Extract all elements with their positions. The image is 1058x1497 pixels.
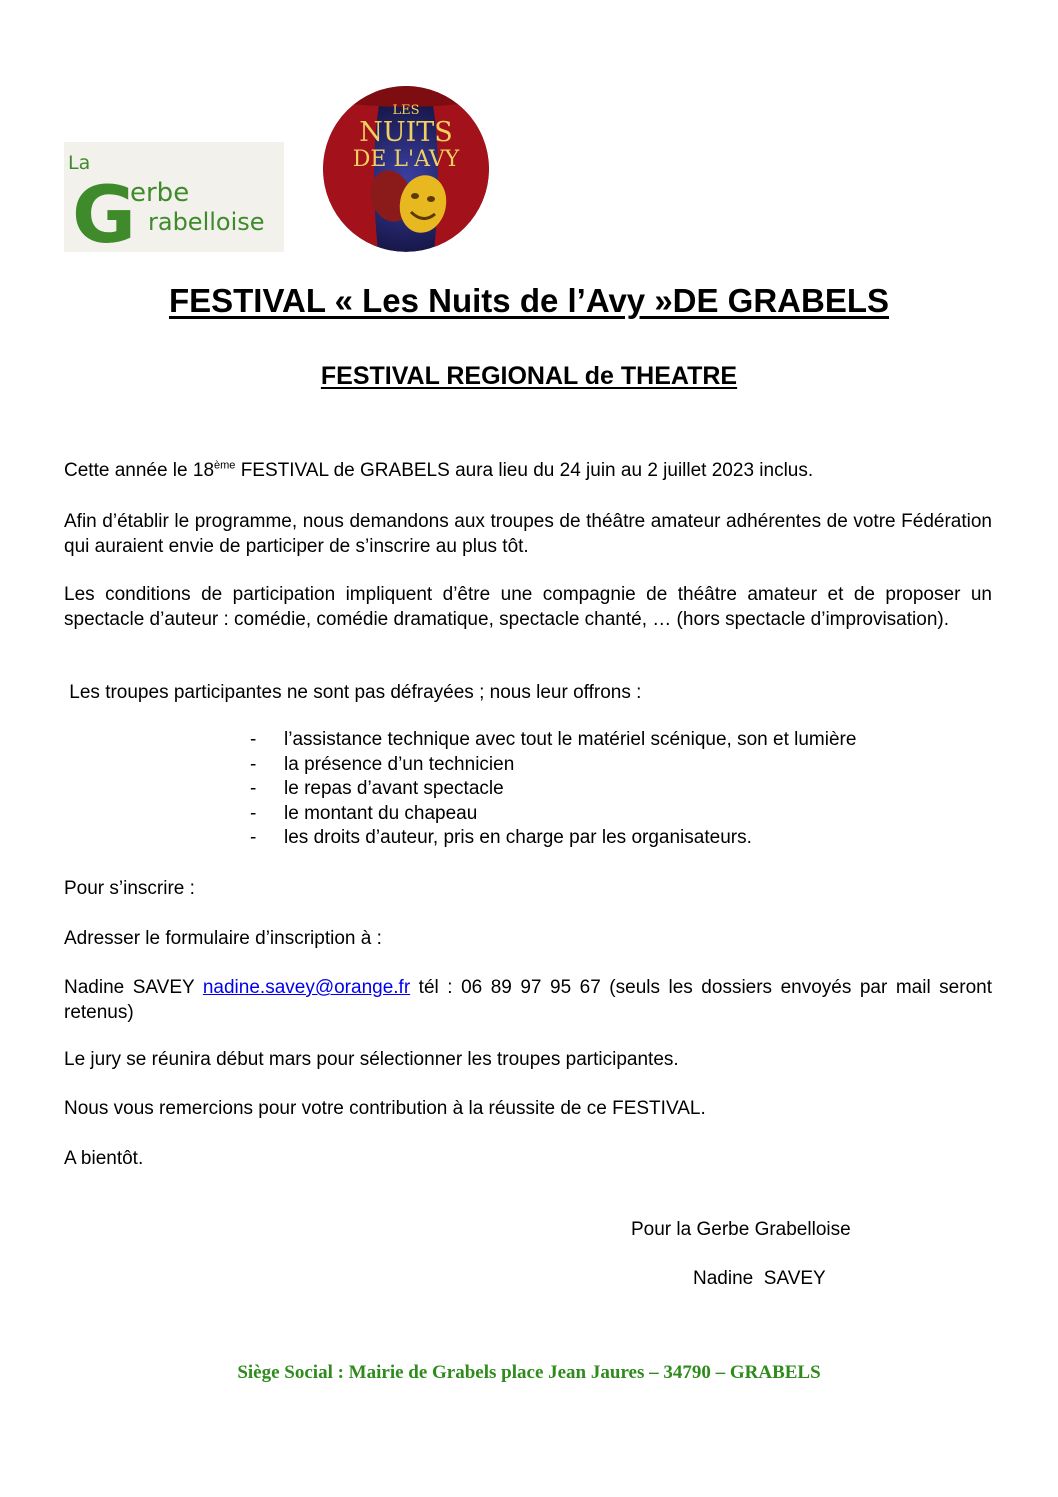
contact-paragraph (64, 975, 992, 1025)
email-link[interactable]: nadine.savey@orange.fr (202, 977, 411, 998)
logo-la-text: La (68, 152, 91, 174)
list-bullet: - (250, 802, 257, 824)
list-bullet: - (250, 778, 257, 799)
logo-erbe-text: erbe (130, 178, 190, 208)
list-item (250, 753, 856, 778)
logo-les-text: LES (392, 103, 420, 118)
intro-after: FESTIVAL de GRABELS aura lieu du 24 juin au 2 juillet 2023 inclus. (235, 460, 814, 481)
offer-text: le repas d’avant spectacle (284, 778, 504, 799)
merci-paragraph: Nous vous remercions pour votre contribution à la réussite de ce FESTIVAL. (64, 1098, 706, 1119)
contact-name: Nadine SAVEY (64, 977, 203, 998)
list-bullet: - (250, 729, 257, 750)
troupes-paragraph: Les troupes participantes ne sont pas défrayées ; nous leur offrons : (64, 682, 642, 703)
intro-before: Cette année le 18 (64, 460, 215, 481)
offer-text: le montant du chapeau (284, 802, 478, 824)
list-bullet: - (250, 753, 257, 775)
mask-eye-right (427, 196, 435, 202)
bientot-paragraph: A bientôt. (64, 1148, 144, 1169)
logo-g-initial: G (72, 171, 137, 252)
page-subtitle: FESTIVAL REGIONAL de THEATRE (320, 362, 738, 390)
afin-paragraph: Afin d’établir le programme, nous demandons aux troupes de théâtre amateur adhérentes de votre Fédération qui auraient envie de participer de s’inscrire au plus tôt. (64, 511, 992, 557)
list-item (250, 728, 856, 753)
intro-paragraph (64, 458, 992, 483)
signature-name: Nadine SAVEY (693, 1268, 826, 1289)
signature-organization: Pour la Gerbe Grabelloise (631, 1219, 851, 1240)
gerbe-logo-graphic (64, 142, 284, 252)
gerbe-grabelloise-logo (64, 142, 284, 252)
offer-text: l’assistance technique avec tout le matériel scénique, son et lumière (284, 729, 857, 750)
inscrire-paragraph: Pour s’inscrire : (64, 878, 195, 899)
intro-superscript: ème (214, 459, 236, 472)
list-bullet: - (250, 827, 257, 848)
list-item (250, 802, 856, 827)
list-item (250, 826, 856, 851)
footer-address: Siège Social : Mairie de Grabels place Jean Jaures – 34790 – GRABELS (237, 1362, 821, 1383)
nuits-logo-graphic (323, 86, 489, 252)
offers-list (250, 728, 856, 851)
page-title: FESTIVAL « Les Nuits de l’Avy »DE GRABELS (168, 282, 890, 319)
conditions-paragraph: Les conditions de participation impliquent d’être une compagnie de théâtre amateur et de proposer un spectacle d’auteur : comédie, comédie dramatique, spectacle chanté, … (hors spectacle d’improvisation). (64, 584, 992, 630)
offer-text: la présence d’un technicien (284, 753, 515, 775)
contact-phone: tél : 06 89 97 95 67 (seuls les dossiers envoyés par mail seront retenus) (64, 977, 992, 1023)
logo-rabelloise-text: rabelloise (148, 208, 265, 236)
nuits-avy-logo (323, 86, 489, 252)
adresser-paragraph: Adresser le formulaire d’inscription à : (64, 928, 382, 949)
mask-eye-left (411, 193, 419, 199)
logo-nuits-text: NUITS (359, 117, 453, 148)
logo-avy-text: DE L'AVY (352, 147, 460, 172)
offer-text: les droits d’auteur, pris en charge par les organisateurs. (284, 827, 752, 848)
list-item (250, 777, 856, 802)
jury-paragraph: Le jury se réunira début mars pour sélectionner les troupes participantes. (64, 1049, 679, 1070)
